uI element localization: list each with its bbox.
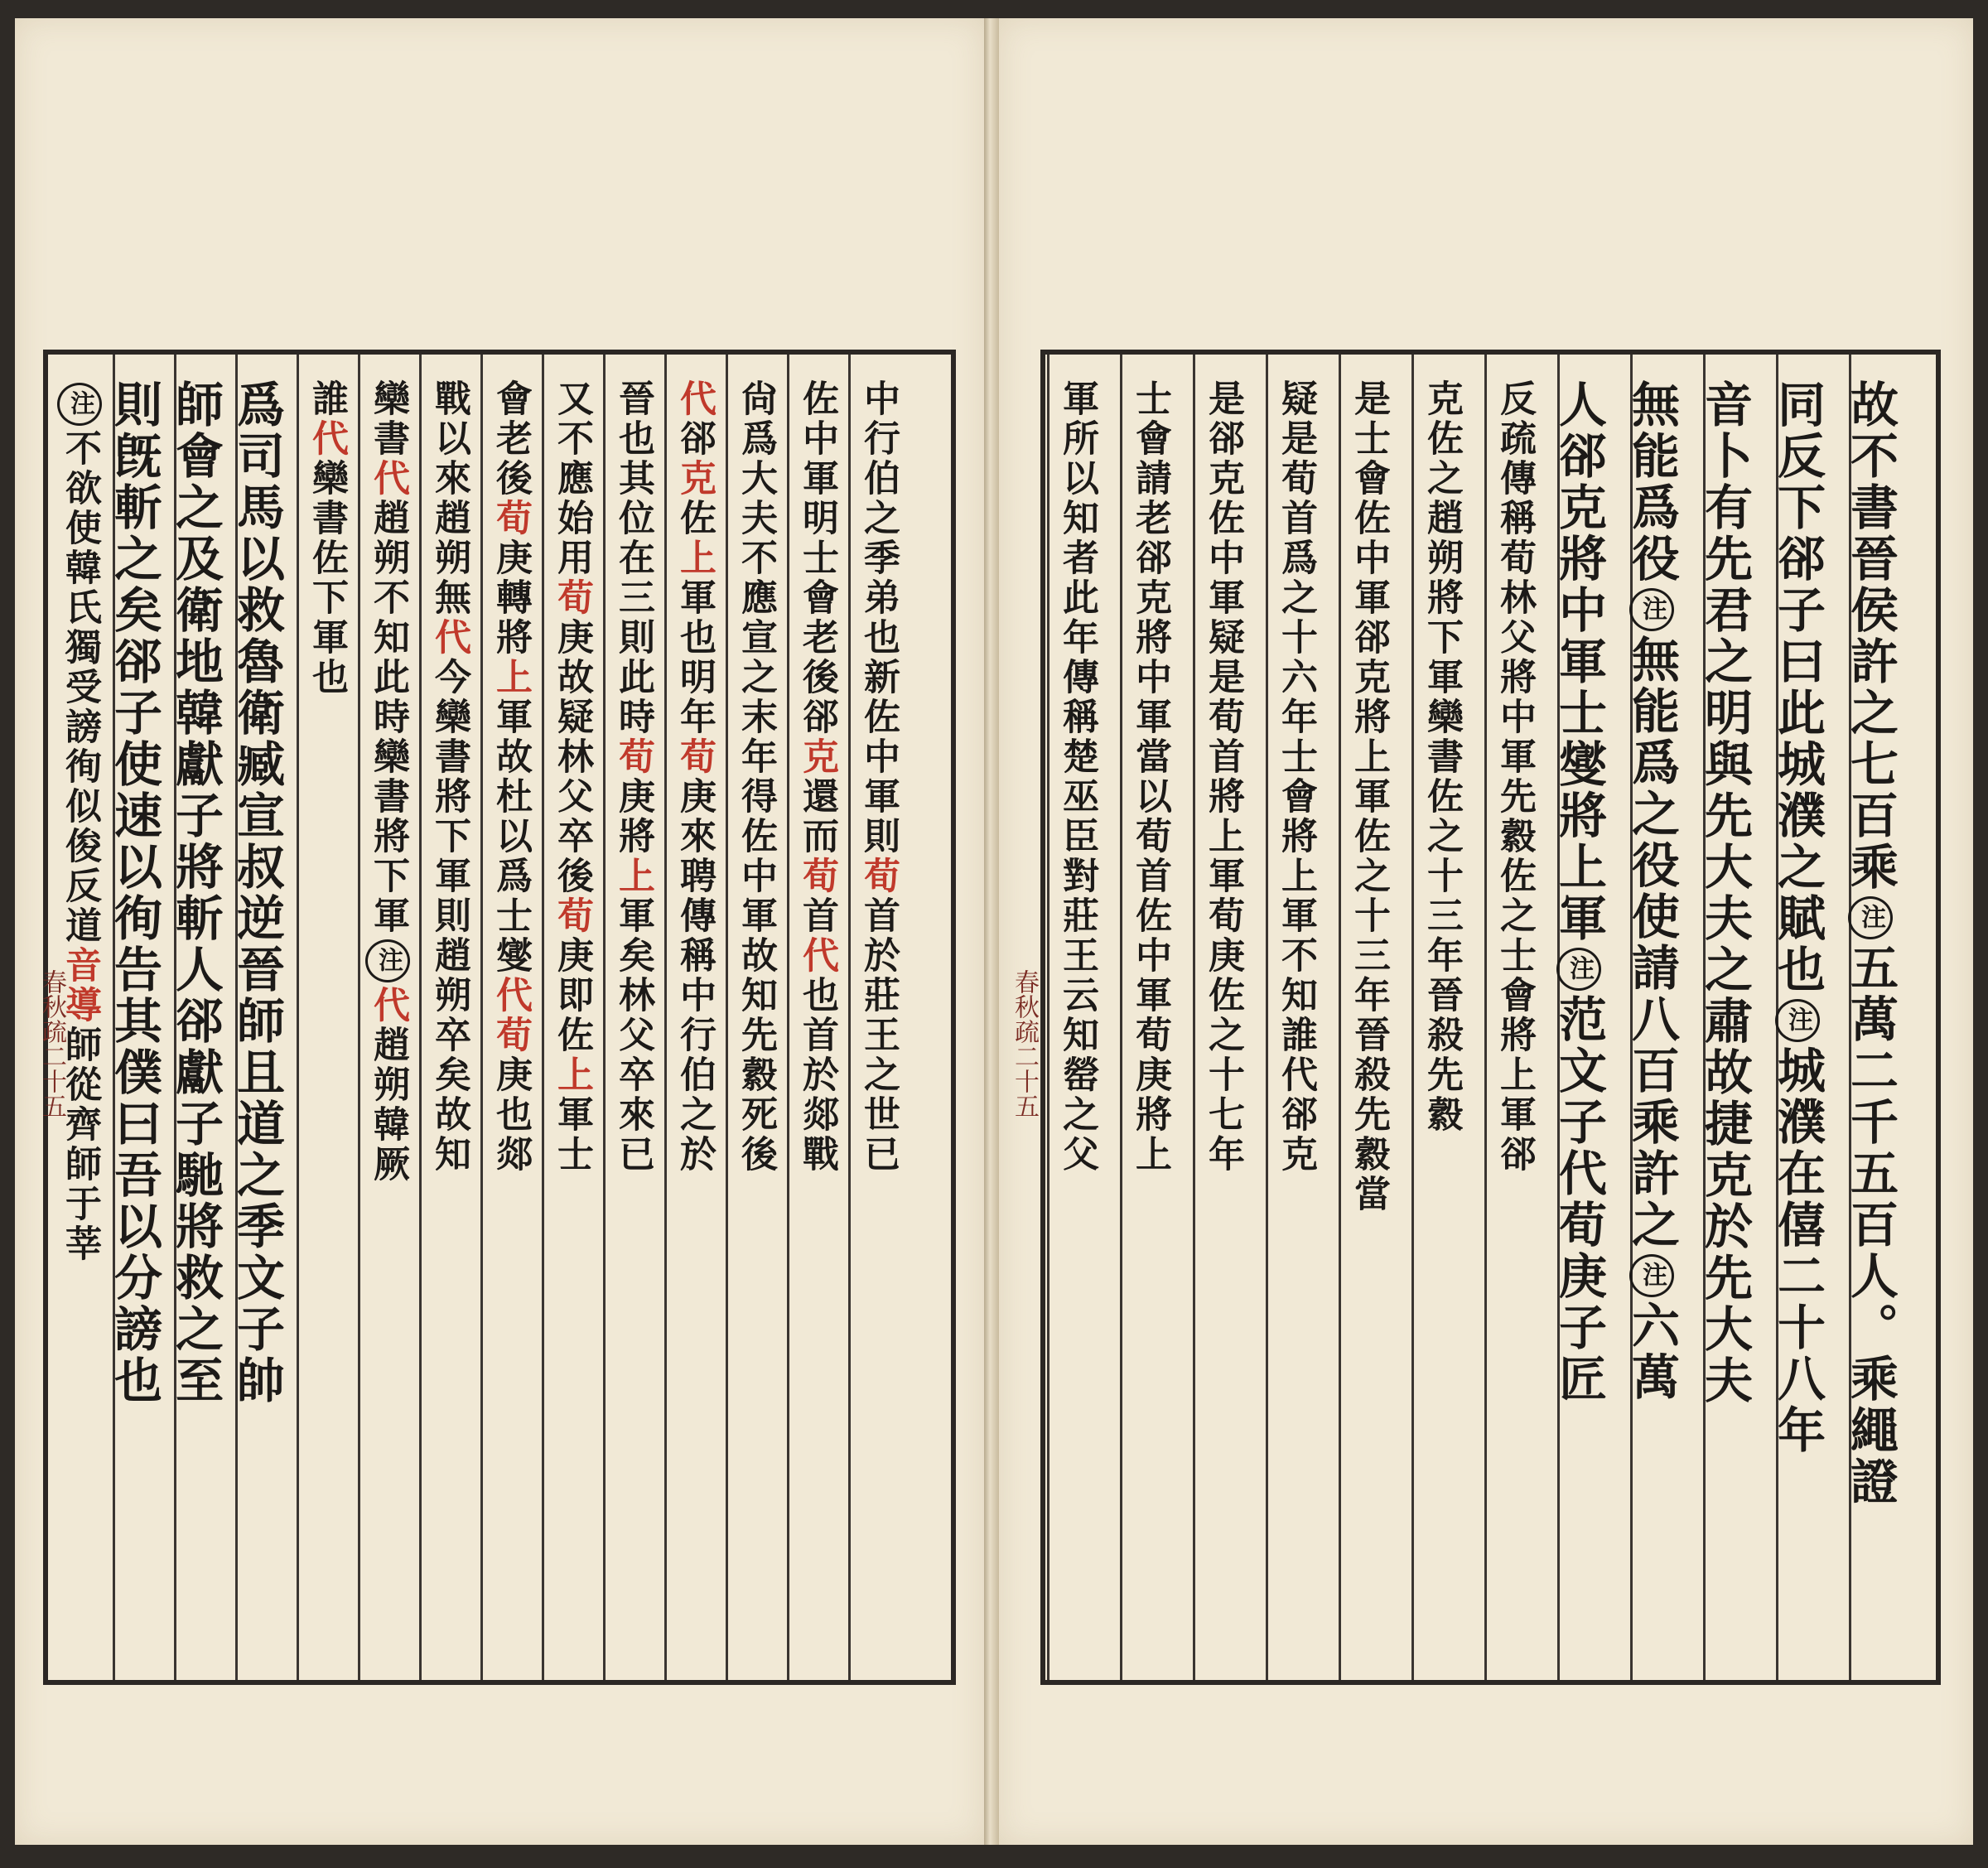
right-text-column: 軍所以知者此年傳稱楚巫臣對莊王云知罃之父 — [1056, 379, 1098, 1175]
right-text-column: 故不書晉侯許之七百乘注五萬二千五百人。乘繩證 — [1842, 379, 1899, 1508]
left-text-column: 爲司馬以救魯衛臧宣叔逆晉師且道之季文子帥 — [229, 379, 285, 1407]
left-column-rule — [726, 355, 728, 1680]
annotation-seal-icon: 注 — [365, 939, 410, 982]
red-annotation-mark: 上 — [612, 857, 654, 896]
red-annotation-mark: 荀 — [857, 857, 900, 896]
left-text-column: 則旣斬之矣郤子使速以徇告其僕曰吾以分謗也 — [106, 379, 162, 1407]
left-column-rule — [419, 355, 422, 1680]
left-text-column: 佐中軍明士會老後郤克還而荀首代也首於郯戰 — [796, 379, 838, 1175]
right-text-column: 人郤克將中軍士燮將上軍注范文子代荀庚子匠 — [1551, 379, 1607, 1405]
right-column-rule — [1266, 355, 1268, 1680]
annotation-seal-icon: 注 — [1775, 999, 1820, 1042]
left-column-rule — [848, 355, 851, 1680]
right-text-column: 是郤克佐中軍疑是荀首將上軍荀庚佐之十七年 — [1202, 379, 1244, 1175]
left-text-column: 師會之及衛地韓獻子將斬人郤獻子馳將救之至 — [167, 379, 224, 1407]
left-footnote-column: 注不欲使韓氏獨受謗徇似俊反道音導師從齊師于莘 — [56, 379, 106, 1264]
left-column-rule — [358, 355, 360, 1680]
left-column-rule — [542, 355, 544, 1680]
right-text-column: 反疏傳稱荀林父將中軍先縠佐之士會將上軍郤 — [1493, 379, 1536, 1175]
red-annotation-mark: 上 — [551, 1055, 593, 1095]
left-text-column: 會老後荀庚轉將上軍故杜以爲士燮代荀庚也郯 — [490, 379, 532, 1175]
red-annotation-mark: 荀 — [490, 499, 532, 538]
left-text-column: 欒書代趙朔不知此時欒書將下軍注代趙朔韓厥 — [367, 379, 409, 1185]
red-annotation-mark: 代 — [367, 986, 409, 1026]
right-column-rule — [1120, 355, 1122, 1680]
right-text-column: 同反下郤子曰此城濮之賦也注城濮在僖二十八年 — [1769, 379, 1826, 1456]
red-annotation-mark: 導 — [59, 986, 101, 1026]
right-text-frame — [1040, 350, 1941, 1685]
left-column-rule — [480, 355, 483, 1680]
right-text-column: 疑是荀首爲之十六年士會將上軍不知誰代郤克 — [1275, 379, 1317, 1175]
left-text-column: 代郤克佐上軍也明年荀庚來聘傳稱中行伯之於 — [673, 379, 716, 1175]
right-text-column: 克佐之趙朔將下軍欒書佐之十三年晉殺先縠 — [1421, 379, 1463, 1135]
right-column-rule — [1193, 355, 1195, 1680]
left-column-rule — [297, 355, 299, 1680]
right-text-column: 是士會佐中軍郤克將上軍佐之十三年晉殺先縠當 — [1348, 379, 1390, 1214]
right-text-column: 無能爲役注無能爲之役使請八百乘許之注六萬 — [1624, 379, 1680, 1403]
annotation-seal-icon: 注 — [1629, 1254, 1674, 1297]
left-text-column: 戰以來趙朔無代今欒書將下軍則趙朔卒矣故知 — [428, 379, 470, 1175]
left-column-rule — [787, 355, 789, 1680]
red-annotation-mark: 克 — [673, 459, 716, 499]
red-annotation-mark: 代 — [428, 618, 470, 658]
red-annotation-mark: 上 — [673, 538, 716, 578]
left-page — [15, 18, 984, 1845]
left-column-rule — [603, 355, 606, 1680]
left-margin-label: 春秋疏二十五 — [37, 969, 66, 1118]
right-column-rule — [1411, 355, 1414, 1680]
book-gutter — [984, 18, 999, 1845]
left-text-column: 尙爲大夫不應宣之末年得佐中軍故知先縠死後 — [735, 379, 777, 1175]
left-text-column: 晉也其位在三則此時荀庚將上軍矣林父卒來已 — [612, 379, 654, 1175]
annotation-seal-icon: 注 — [57, 383, 102, 426]
red-annotation-mark: 荀 — [551, 896, 593, 936]
annotation-seal-icon: 注 — [1629, 588, 1674, 631]
left-column-rule — [664, 355, 667, 1680]
red-annotation-mark: 音 — [59, 946, 101, 986]
right-column-rule — [1484, 355, 1487, 1680]
red-annotation-mark: 荀 — [551, 578, 593, 618]
red-annotation-mark: 上 — [490, 658, 532, 697]
red-annotation-mark: 荀 — [796, 857, 838, 896]
left-text-column: 中行伯之季弟也新佐中軍則荀首於莊王之世已 — [857, 379, 900, 1175]
left-text-column: 又不應始用荀庚故疑林父卒後荀庚即佐上軍士 — [551, 379, 593, 1175]
red-annotation-mark: 荀 — [490, 1016, 532, 1055]
red-annotation-mark: 荀 — [673, 737, 716, 777]
right-page — [999, 18, 1973, 1845]
right-column-rule — [1047, 355, 1049, 1680]
right-text-column: 士會請老郤克將中軍當以荀首佐中軍荀庚將上 — [1129, 379, 1171, 1175]
left-text-frame — [43, 350, 956, 1685]
annotation-seal-icon: 注 — [1848, 896, 1893, 939]
red-annotation-mark: 荀 — [612, 737, 654, 777]
red-annotation-mark: 代 — [796, 936, 838, 976]
left-text-column: 誰代欒書佐下軍也 — [306, 379, 348, 697]
red-annotation-mark: 克 — [796, 737, 838, 777]
right-text-column: 音卜有先君之明與先大夫之肅故捷克於先大夫 — [1696, 379, 1753, 1407]
red-annotation-mark: 代 — [306, 419, 348, 459]
red-annotation-mark: 代 — [673, 379, 716, 419]
right-column-rule — [1339, 355, 1341, 1680]
red-annotation-mark: 代 — [490, 976, 532, 1016]
red-annotation-mark: 代 — [367, 459, 409, 499]
annotation-seal-icon: 注 — [1556, 948, 1601, 991]
right-margin-label: 春秋疏二十五 — [1010, 969, 1039, 1118]
